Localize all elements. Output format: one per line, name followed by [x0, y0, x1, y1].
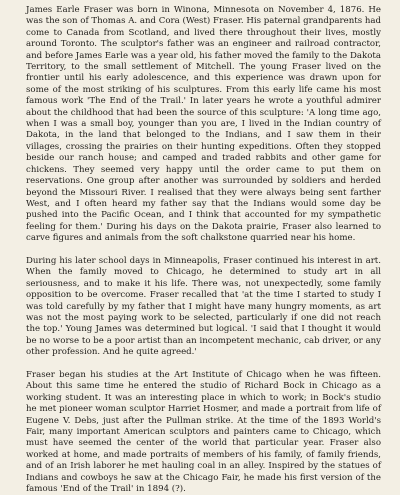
- body-text: [26, 5, 381, 495]
- paragraph-early-life: James Earle Fraser was born in Winona, Minnesota on November 4, 1876. He was the son of Thomas A. and Cora (West) Fraser. His paternal grandparents had come to Canada from Scotland, and lived there throughout their lives, mostly around Toronto. The sculptor's father was an engineer and railroad contractor, and before James Earle was a year old, his father moved the family to the Dakota Territory, to the small settlement of Mitchell. The young Fraser lived on the frontier until his early adolescence, and this experience was drawn upon for some of the most striking of his sculptures. From this early life came his most famous work 'The End of the Trail.' In later years he wrote a youthful admirer about the childhood that had been the source of this sculpture: 'A long time ago, when I was a small boy, younger than you are, I lived in the Indian country of Dakota, in the land that belonged to the Indians, and I saw them in their villages, crossing the prairies on their hunting expeditions. Often they stopped beside our ranch house; and camped and traded rabbits and other game for chickens. They seemed very happy until the order came to put them on reservations. One group after another was surrounded by soldiers and herded beyond the Missouri River. I realised that they were always being sent farther West, and I often heard my father say that the Indians would some day be pushed into the Pacific Ocean, and I think that accounted for my sympathetic feeling for them.' During his days on the Dakota prairie, Fraser also learned to carve figures and animals from the soft chalkstone quarried near his home.: [26, 5, 381, 244]
- paragraph-school-days: During his later school days in Minneapolis, Fraser continued his interest in art. When the family moved to Chicago, he determined to study art in all seriousness, and to make it his life. There was, not unexpectedly, some family opposition to be overcome. Fraser recalled that 'at the time I started to study I was told carefully by my father that I might have many hungry moments, as art was not the most paying work to be selected, particularly if one did not reach the top.' Young James was determined but logical. 'I said that I thought it would be no worse to be a poor artist than an incompetent mechanic, cab driver, or any other profession. And he quite agreed.': [26, 255, 381, 358]
- paragraph-art-studies: Fraser began his studies at the Art Institute of Chicago when he was fifteen. About this same time he entered the studio of Richard Bock in Chicago as a working student. It was an interesting place in which to work; in Bock's studio he met pioneer woman sculptor Harriet Hosmer, and made a portrait from life of Eugene V. Debs, just after the Pullman strike. At the time of the 1893 World's Fair, many important American sculptors and painters came to Chicago, which must have seemed the center of the world that particular year. Fraser also worked at home, and made portraits of members of his family, of family friends, and of an Irish laborer he met hauling coal in an alley. Inspired by the statues of Indians and cowboys he saw at the Chicago Fair, he made his first version of the famous 'End of the Trail' in 1894 (?).: [26, 369, 381, 495]
